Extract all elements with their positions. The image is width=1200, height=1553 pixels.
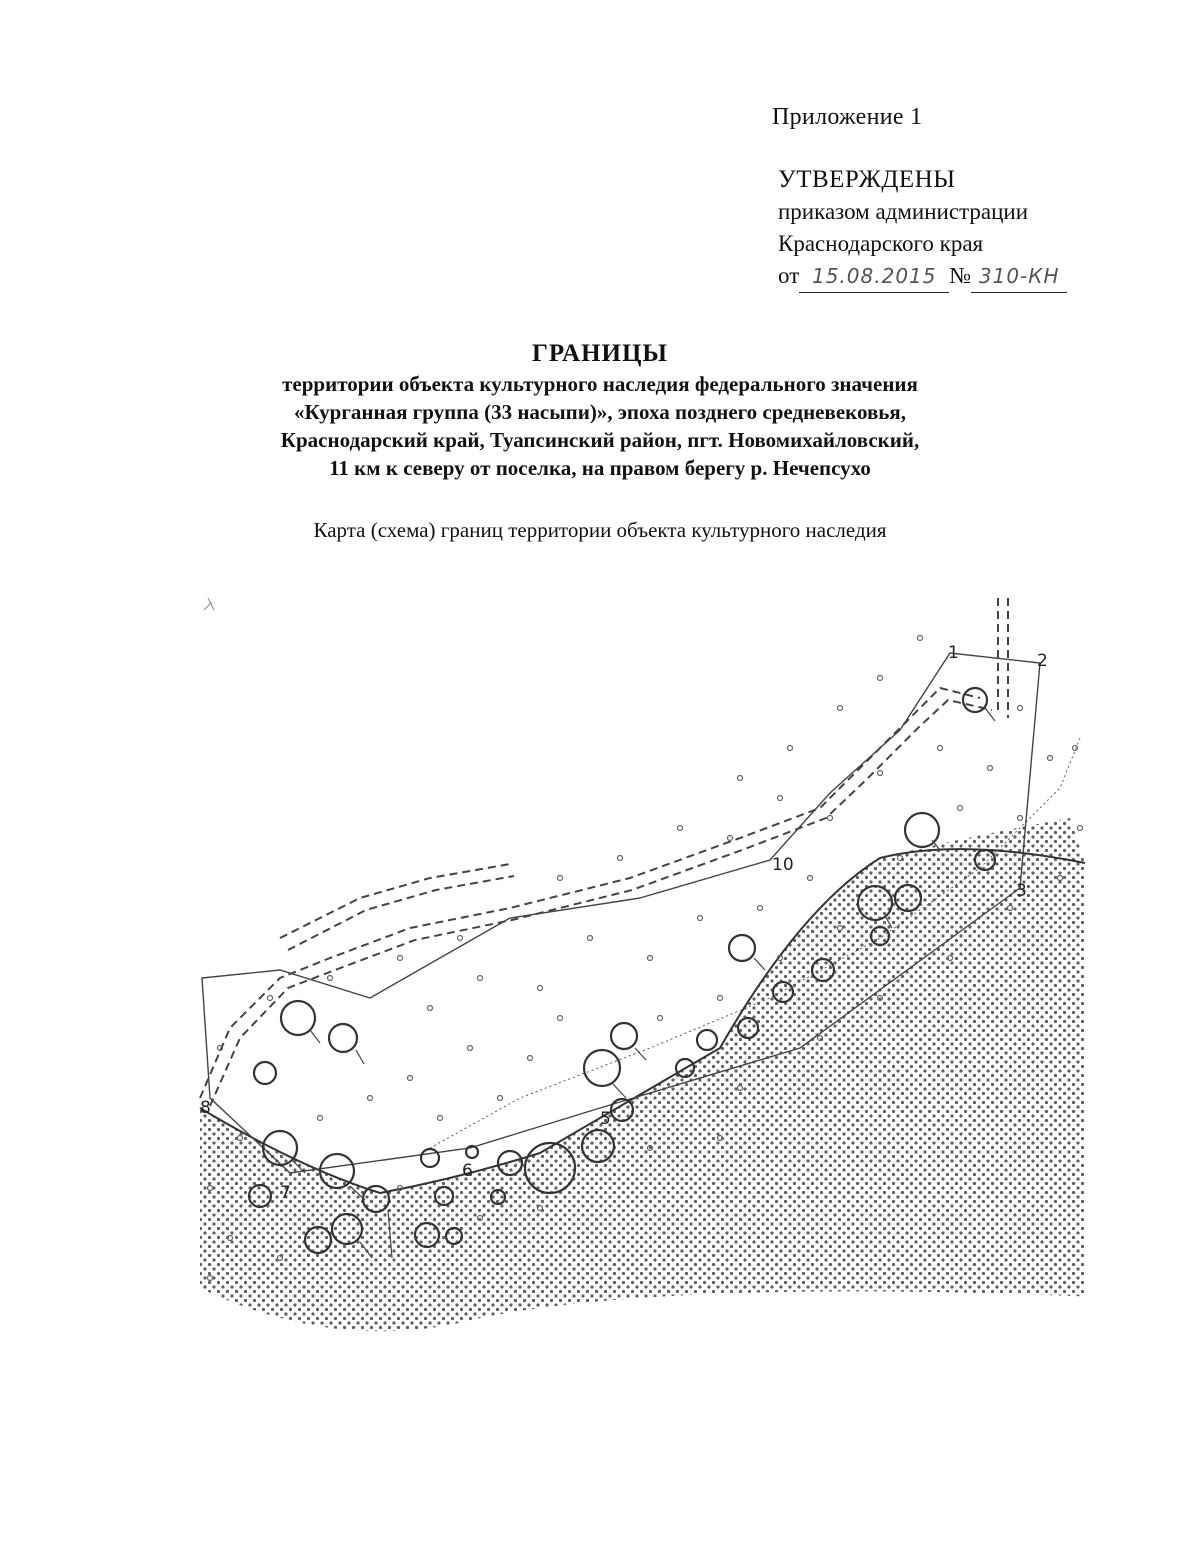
approval-line-1: приказом администрации	[778, 199, 1029, 224]
boundary-map	[180, 578, 1120, 1358]
heading-line-4: 11 км к северу от поселка, на правом берегу р. Нечепсухо	[329, 456, 871, 480]
heading-main: ГРАНИЦЫ	[532, 340, 668, 367]
point-label-1: 1	[948, 643, 959, 663]
heading-line-3: Краснодарский край, Туапсинский район, пгт. Новомихайловский,	[280, 428, 920, 452]
slope-hatch-zone	[200, 818, 1085, 1358]
barrow-mound	[281, 1001, 315, 1035]
number-prefix: №	[949, 263, 972, 288]
point-label-10: 10	[772, 855, 794, 875]
handwritten-date: 15.08.2015	[799, 260, 949, 293]
handwritten-number: 310-КН	[971, 260, 1067, 293]
barrow-mound	[421, 1149, 439, 1167]
approval-title: УТВЕРЖДЕНЫ	[778, 166, 956, 193]
heading-line-2: «Курганная группа (33 насыпи)», эпоха позднего средневековья,	[293, 400, 907, 424]
document-heading	[170, 338, 1030, 482]
barrow-mound	[254, 1062, 276, 1084]
heading-line-1: территории объекта культурного наследия федерального значения	[282, 372, 918, 396]
order-line	[778, 260, 1067, 293]
point-label-5: 5	[600, 1109, 611, 1129]
orientation-mark	[204, 598, 214, 610]
barrow-mound	[329, 1024, 357, 1052]
point-label-8: 8	[200, 1098, 211, 1118]
point-label-7: 7	[280, 1183, 291, 1203]
barrow-mound	[963, 688, 987, 712]
barrow-mound	[584, 1050, 620, 1086]
appendix-label: Приложение 1	[772, 104, 923, 130]
from-prefix: от	[778, 263, 800, 288]
approval-block	[778, 164, 1067, 293]
barrow-mound	[729, 935, 755, 961]
point-label-3: 3	[1016, 881, 1027, 901]
point-label-6: 6	[462, 1161, 473, 1181]
approval-line-2: Краснодарского края	[778, 231, 984, 256]
point-label-2: 2	[1037, 651, 1048, 671]
map-subtitle: Карта (схема) границ территории объекта культурного наследия	[313, 518, 887, 542]
barrow-mound	[611, 1023, 637, 1049]
barrow-mound	[697, 1030, 717, 1050]
boundary-map-svg	[180, 578, 1120, 1358]
